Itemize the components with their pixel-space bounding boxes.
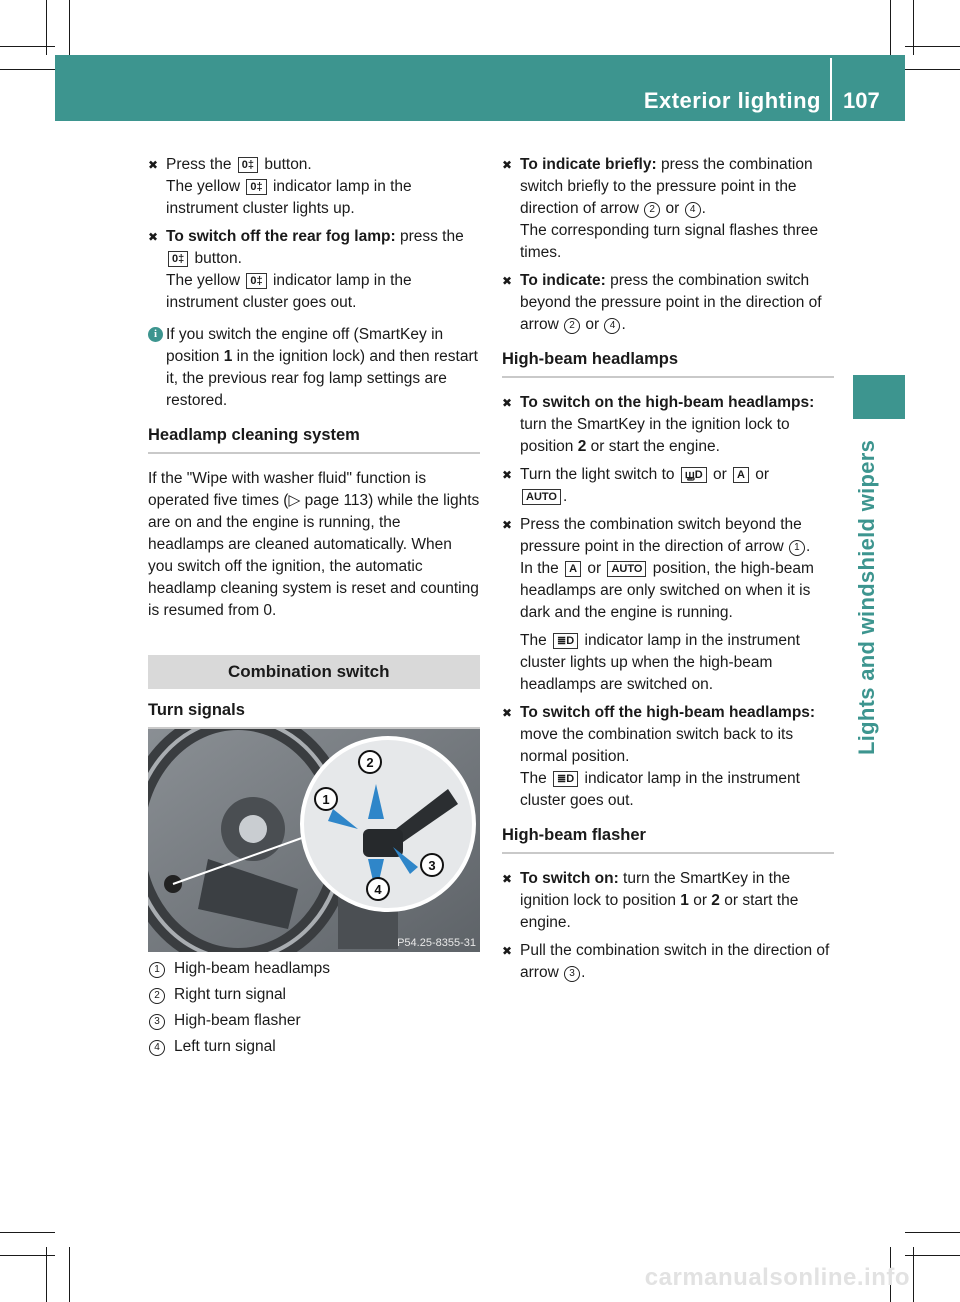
step-arrow-icon: ✖ <box>502 872 513 886</box>
watermark: carmanualsonline.info <box>644 1264 910 1291</box>
step-text: The yellow <box>166 178 245 195</box>
legend-item <box>148 1036 480 1058</box>
step-arrow-icon: ✖ <box>502 706 513 720</box>
section-title-bar: Combination switch <box>148 655 480 689</box>
crop-mark <box>46 0 47 55</box>
note-text: in the ignition lock) and then restart it, the previous rear fog lamp settings are restored. <box>166 348 478 409</box>
svg-text:1: 1 <box>322 792 330 807</box>
position-number: 1 <box>680 892 689 909</box>
paragraph-text: If the "Wipe with washer fluid" function is operated five times ( <box>148 470 427 509</box>
legend-number: 3 <box>149 1014 165 1030</box>
step-text: The yellow <box>166 272 245 289</box>
step-high-beam-on <box>502 392 834 458</box>
step-text: Press the combination switch beyond the pressure point in the direction of arrow <box>520 516 802 555</box>
step-text: press the <box>395 228 464 245</box>
heading-turn-signals: Turn signals <box>148 699 480 729</box>
note-bold: 1 <box>223 348 233 365</box>
image-caption: P54.25-8355-31 <box>397 937 476 949</box>
step-text: indicator lamp in the instrument cluster lights up. <box>166 178 412 217</box>
step-text: turn the SmartKey in the ignition lock to position <box>520 416 790 455</box>
step-arrow-icon: ✖ <box>502 396 513 410</box>
step-text: indicator lamp in the instrument cluster goes out. <box>520 770 800 809</box>
high-beam-symbol: ≣D <box>553 633 578 649</box>
info-icon: i <box>148 327 163 342</box>
step-bold: To switch on: <box>520 870 619 887</box>
arrow-number: 4 <box>604 318 620 334</box>
heading-high-beam-flasher: High-beam flasher <box>502 824 834 854</box>
legend <box>148 958 480 1062</box>
step-text: Pull the combination switch in the direction of arrow <box>520 942 830 981</box>
step-flasher-switch-on <box>502 868 834 934</box>
step-switch-off-fog <box>148 226 480 314</box>
heading-headlamp-cleaning: Headlamp cleaning system <box>148 424 480 454</box>
step-text: or start the engine. <box>586 438 720 455</box>
crop-mark <box>913 1247 914 1302</box>
step-bold: To indicate: <box>520 272 606 289</box>
step-text: or <box>583 560 606 577</box>
step-text: The <box>520 770 552 787</box>
step-text: indicator lamp in the instrument cluster goes out. <box>166 272 412 311</box>
high-beam-symbol: ≣D <box>553 771 578 787</box>
step-bold: To indicate briefly: <box>520 156 657 173</box>
crop-mark <box>905 69 960 70</box>
legend-label: Right turn signal <box>174 986 287 1003</box>
legend-number: 1 <box>149 962 165 978</box>
step-arrow-icon: ✖ <box>502 944 513 958</box>
step-text: button. <box>260 156 312 173</box>
auto-symbol: AUTO <box>522 489 561 505</box>
page-number: 107 <box>843 88 880 113</box>
arrow-number: 1 <box>789 540 805 556</box>
step-text: . <box>805 538 811 555</box>
step-text: In the <box>520 560 564 577</box>
arrow-number: 4 <box>685 202 701 218</box>
step-text: turn the SmartKey in the ignition lock to position <box>520 870 791 909</box>
legend-number: 4 <box>149 1040 165 1056</box>
paragraph-text: ) while the lights are on and the engine is running, the headlamps are cleaned automatically. When you switch off the ignition, the automatic headlamp cleaning system is reset and counting is resumed from 0. <box>148 492 480 619</box>
step-arrow-icon: ✖ <box>148 158 159 172</box>
step-bold: To switch off the high-beam headlamps: <box>520 704 816 721</box>
crop-mark <box>905 1232 960 1233</box>
step-text: or start the engine. <box>520 892 799 931</box>
step-arrow-icon: ✖ <box>502 274 513 288</box>
step-arrow-icon: ✖ <box>502 518 513 532</box>
legend-label: Left turn signal <box>174 1038 276 1055</box>
legend-item <box>148 1010 480 1032</box>
header-title: Exterior lighting <box>643 88 821 113</box>
crop-mark <box>890 0 891 55</box>
step-turn-light-switch <box>502 464 834 508</box>
auto-symbol: AUTO <box>607 561 646 577</box>
info-note <box>148 324 480 412</box>
step-text: position, the high-beam headlamps are only switched on when it is dark and the engine is running. <box>520 560 814 621</box>
position-number: 2 <box>711 892 720 909</box>
step-subparagraph <box>520 630 834 696</box>
step-text: indicator lamp in the instrument cluster lights up when the high-beam headlamps are switched on. <box>520 632 800 693</box>
step-press-button <box>148 154 480 220</box>
step-text: . <box>701 200 706 217</box>
step-text: button. <box>190 250 242 267</box>
step-text: Press the <box>166 156 236 173</box>
rear-fog-symbol: 0‡ <box>168 251 188 267</box>
auto-a-symbol: A <box>733 467 749 483</box>
step-text: move the combination switch back to its normal position. <box>520 726 794 765</box>
step-pull-switch <box>502 940 834 984</box>
right-column <box>502 154 834 990</box>
rear-fog-symbol: 0‡ <box>238 157 258 173</box>
auto-a-symbol: A <box>565 561 581 577</box>
crop-mark <box>46 1247 47 1302</box>
step-text: or <box>581 316 604 333</box>
low-beam-symbol: ꚗD <box>681 467 707 483</box>
svg-text:4: 4 <box>374 882 382 897</box>
step-bold: To switch on the high-beam headlamps: <box>520 394 815 411</box>
cleaning-paragraph <box>148 468 480 622</box>
legend-item <box>148 958 480 980</box>
left-column <box>148 154 480 729</box>
step-indicate-briefly <box>502 154 834 264</box>
svg-text:3: 3 <box>428 858 436 873</box>
crop-mark <box>0 1232 55 1233</box>
side-tab-label: Lights and windshield wipers <box>854 439 879 755</box>
side-tab-marker <box>853 375 905 419</box>
legend-label: High-beam flasher <box>174 1012 301 1029</box>
legend-item <box>148 984 480 1006</box>
step-text: press the combination switch briefly to the pressure point in the direction of arrow <box>520 156 813 217</box>
crop-mark <box>69 1247 70 1302</box>
rear-fog-symbol: 0‡ <box>246 179 266 195</box>
rear-fog-symbol: 0‡ <box>246 273 266 289</box>
note-text: If you switch the engine off (SmartKey in position <box>166 326 444 365</box>
header-separator <box>830 58 832 120</box>
step-text: or <box>751 466 770 483</box>
crop-mark <box>69 0 70 55</box>
step-bold: To switch off the rear fog lamp: <box>166 228 396 245</box>
step-text: or <box>708 466 732 483</box>
step-text: press the combination switch beyond the pressure point in the direction of arrow <box>520 272 822 333</box>
legend-label: High-beam headlamps <box>174 960 330 977</box>
position-number: 2 <box>577 438 587 455</box>
crop-mark <box>0 69 55 70</box>
legend-number: 2 <box>149 988 165 1004</box>
step-text: Turn the light switch to <box>520 466 679 483</box>
svg-text:2: 2 <box>366 755 374 770</box>
step-press-combination-switch <box>502 514 834 696</box>
step-arrow-icon: ✖ <box>502 468 513 482</box>
combination-switch-illustration <box>148 729 480 952</box>
arrow-number: 3 <box>564 966 580 982</box>
step-high-beam-off <box>502 702 834 812</box>
step-text: . <box>562 488 568 505</box>
arrow-number: 2 <box>564 318 580 334</box>
step-arrow-icon: ✖ <box>502 158 513 172</box>
step-arrow-icon: ✖ <box>148 230 159 244</box>
page-reference-link[interactable]: ▷ page 113 <box>288 492 369 509</box>
heading-high-beam: High-beam headlamps <box>502 348 834 378</box>
step-text: or <box>661 200 684 217</box>
arrow-number: 2 <box>644 202 660 218</box>
step-indicate <box>502 270 834 336</box>
step-text: . <box>581 964 586 981</box>
step-text: . <box>621 316 626 333</box>
step-text: The <box>520 632 552 649</box>
step-text: The corresponding turn signal flashes three times. <box>520 222 819 261</box>
crop-mark <box>913 0 914 55</box>
step-text: or <box>688 892 712 909</box>
